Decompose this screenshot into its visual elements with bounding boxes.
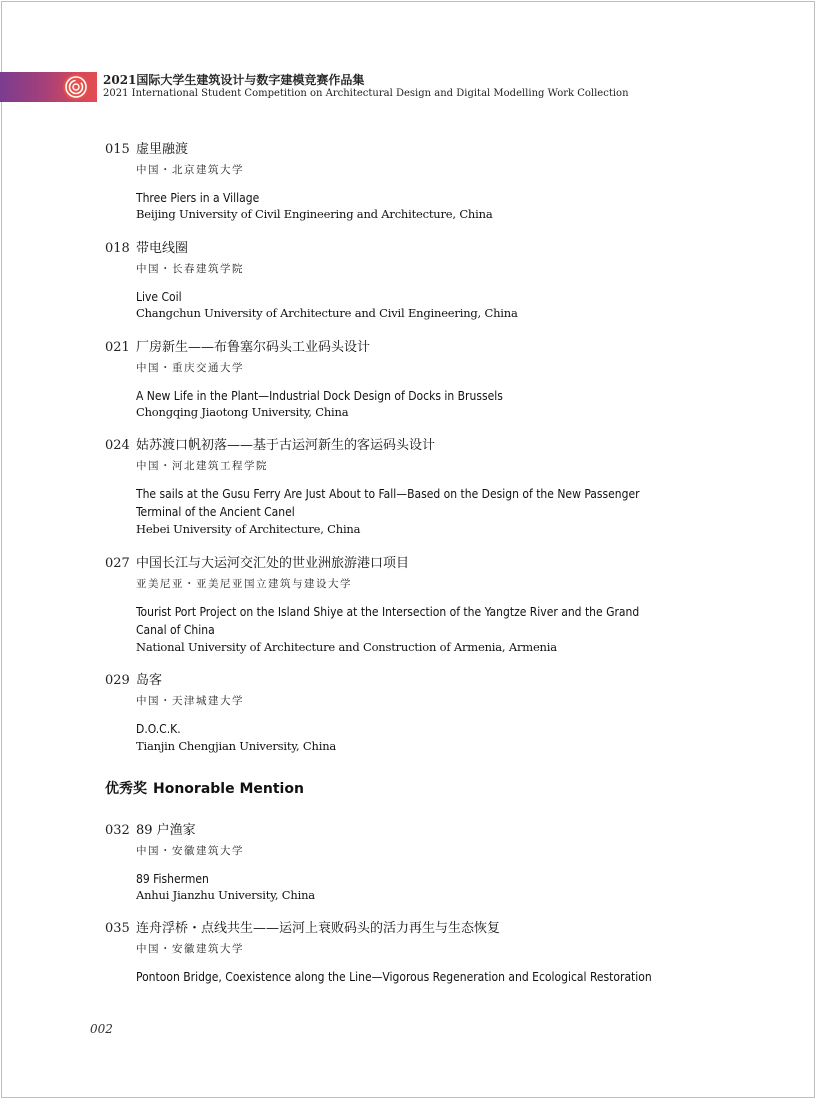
section-heading-honorable-mention bbox=[105, 780, 304, 798]
entry-school-zh: 中国・河北建筑工程学院 bbox=[136, 460, 268, 472]
entry-title-en: Three Piers in a Village bbox=[136, 191, 260, 205]
entry-title-en: The sails at the Gusu Ferry Are Just About to Fall—Based on the Design of the New Passenger Terminal of the Ancient Canel bbox=[136, 487, 640, 519]
entry-number: 018 bbox=[105, 241, 130, 256]
entry-school-zh: 中国・安徽建筑大学 bbox=[136, 943, 244, 955]
entry-school-en: Tianjin Chengjian University, China bbox=[136, 739, 337, 753]
entry-title-en: D.O.C.K. bbox=[136, 722, 181, 736]
header-title-zh: 2021国际大学生建筑设计与数字建模竞赛作品集 bbox=[103, 73, 365, 87]
entry-title-en: Tourist Port Project on the Island Shiye at the Intersection of the Yangtze River and the Grand Canal of China bbox=[136, 605, 640, 637]
entry-number: 021 bbox=[105, 340, 130, 355]
entry-number: 024 bbox=[105, 438, 130, 453]
section-label-en: Honorable Mention bbox=[153, 781, 304, 797]
entry-number: 029 bbox=[105, 673, 130, 688]
entry-school-en: Hebei University of Architecture, China bbox=[136, 522, 361, 536]
page-number: 002 bbox=[90, 1022, 113, 1036]
entry-number: 015 bbox=[105, 142, 130, 157]
entry-title-zh: 厂房新生——布鲁塞尔码头工业码头设计 bbox=[136, 340, 371, 355]
entry-title-zh: 连舟浮桥・点线共生——运河上衰败码头的活力再生与生态恢复 bbox=[136, 921, 501, 936]
header-text bbox=[103, 73, 629, 100]
entry-title-zh: 虚里融渡 bbox=[136, 142, 189, 157]
entry-school-zh: 中国・长春建筑学院 bbox=[136, 263, 244, 275]
entry-school-en: Changchun University of Architecture and Civil Engineering, China bbox=[136, 306, 518, 320]
entry-school-en: National University of Architecture and Construction of Armenia, Armenia bbox=[136, 640, 557, 654]
entry-title-en: Live Coil bbox=[136, 290, 182, 304]
entry-school-en: Beijing University of Civil Engineering and Architecture, China bbox=[136, 207, 493, 221]
entry-title-zh: 89 户渔家 bbox=[136, 823, 196, 838]
entry-school-zh: 亚美尼亚・亚美尼亚国立建筑与建设大学 bbox=[136, 578, 352, 590]
entry-title-en: Pontoon Bridge, Coexistence along the Line—Vigorous Regeneration and Ecological Restoration bbox=[136, 970, 652, 984]
entry-number: 035 bbox=[105, 921, 130, 936]
entry-title-zh: 姑苏渡口帆初落——基于古运河新生的客运码头设计 bbox=[136, 438, 436, 453]
entry-number: 032 bbox=[105, 823, 130, 838]
header-title-en: 2021 International Student Competition on Architectural Design and Digital Modelling Work Collection bbox=[103, 88, 629, 99]
entry-number: 027 bbox=[105, 556, 130, 571]
entry-title-en: 89 Fishermen bbox=[136, 872, 209, 886]
entry-title-en: A New Life in the Plant—Industrial Dock Design of Docks in Brussels bbox=[136, 389, 503, 403]
entry-school-zh: 中国・安徽建筑大学 bbox=[136, 845, 244, 857]
entry-school-en: Chongqing Jiaotong University, China bbox=[136, 405, 349, 419]
entry-school-zh: 中国・重庆交通大学 bbox=[136, 362, 244, 374]
entry-title-zh: 岛客 bbox=[136, 673, 163, 688]
entry-school-zh: 中国・天津城建大学 bbox=[136, 695, 244, 707]
section-label-zh: 优秀奖 bbox=[105, 781, 147, 797]
entry-school-en: Anhui Jianzhu University, China bbox=[136, 888, 315, 902]
entry-school-zh: 中国・北京建筑大学 bbox=[136, 164, 244, 176]
competition-logo-icon bbox=[62, 73, 90, 101]
entry-title-zh: 中国长江与大运河交汇处的世业洲旅游港口项目 bbox=[136, 556, 410, 571]
entry-title-zh: 带电线圈 bbox=[136, 241, 189, 256]
